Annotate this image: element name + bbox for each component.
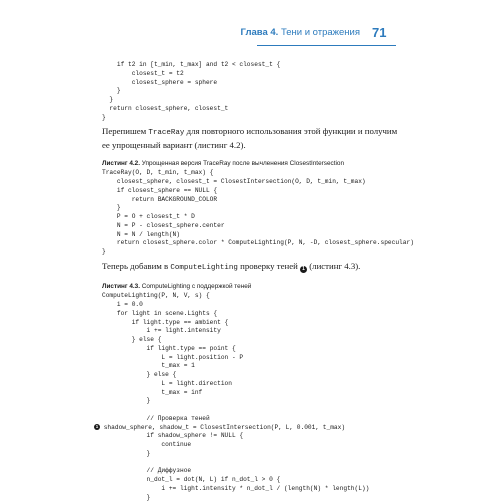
listing-4-2-title: Упрощенная версия TraceRay после вычленения ClosestIntersection — [141, 160, 344, 168]
header-rule — [257, 45, 396, 46]
listing-4-3-code-a: ComputeLighting(P, N, V, s) { i = 0.0 for light in scene.Lights { if light.type == ambient { i += light.intensity } else { if light.type == point { L = light.position - P t_max = 1 } else { L = light.direction t_max = inf } // Проверка теней — [102, 292, 244, 422]
paragraph-2 — [102, 261, 402, 275]
code-block-continued: if t2 in [t_min, t_max] and t2 < closest_t { closest_t = t2 closest_sphere = sphere } } return closest_sphere, closest_t } — [102, 61, 281, 121]
paragraph-1 — [102, 126, 402, 151]
listing-4-3-title: ComputeLighting с поддержкой теней — [141, 283, 252, 291]
para-2-after: проверку теней — [237, 260, 301, 271]
page-header — [0, 27, 500, 43]
para-1-after: для повторного использования этой функции и получим ее упрощенный вариант (листинг 4.2). — [102, 126, 398, 150]
para-1-before: Перепишем — [102, 126, 149, 137]
page-content — [95, 59, 414, 502]
listing-4-2-code: TraceRay(O, D, t_min, t_max) { closest_sphere, closest_t = ClosestIntersection(O, D, t_min, t_max) if closest_sphere == NULL { return BACKGROUND_COLOR } P = O + closest_t * D N = P - closest_sphere.center N = N / length(N) return closest_sphere.color * ComputeLighting(P, N, -D, closest_sphere.specular) } — [102, 169, 414, 255]
listing-4-3-marker-line — [94, 424, 402, 433]
para-2-code: ComputeLighting — [170, 263, 238, 272]
listing-4-2-caption — [102, 160, 402, 167]
callout-marker-1: 1 — [300, 266, 307, 273]
running-head — [241, 27, 360, 38]
shadow-intersection-line: shadow_sphere, shadow_t = ClosestIntersection(P, L, 0.001, t_max) — [100, 423, 346, 431]
listing-4-3-code-b: if shadow_sphere != NULL { continue } // Диффузное n_dot_l = dot(N, L) if n_dot_l > 0 { i += light.intensity * n_dot_l / (length(N) * length(L)) } — [146, 432, 370, 501]
listing-4-2-label: Листинг 4.2. — [102, 160, 140, 168]
listing-4-3-caption — [102, 283, 402, 290]
chapter-title: Тени и отражения — [280, 27, 360, 38]
page-number: 71 — [372, 25, 387, 40]
listing-4-3-label: Листинг 4.3. — [102, 283, 140, 291]
para-2-tail: (листинг 4.3). — [307, 260, 361, 271]
chapter-label: Глава 4. — [240, 27, 279, 38]
code-callout-marker-1: 1 — [95, 423, 99, 429]
para-1-code: TraceRay — [148, 129, 185, 138]
para-2-before: Теперь добавим в — [102, 260, 171, 271]
